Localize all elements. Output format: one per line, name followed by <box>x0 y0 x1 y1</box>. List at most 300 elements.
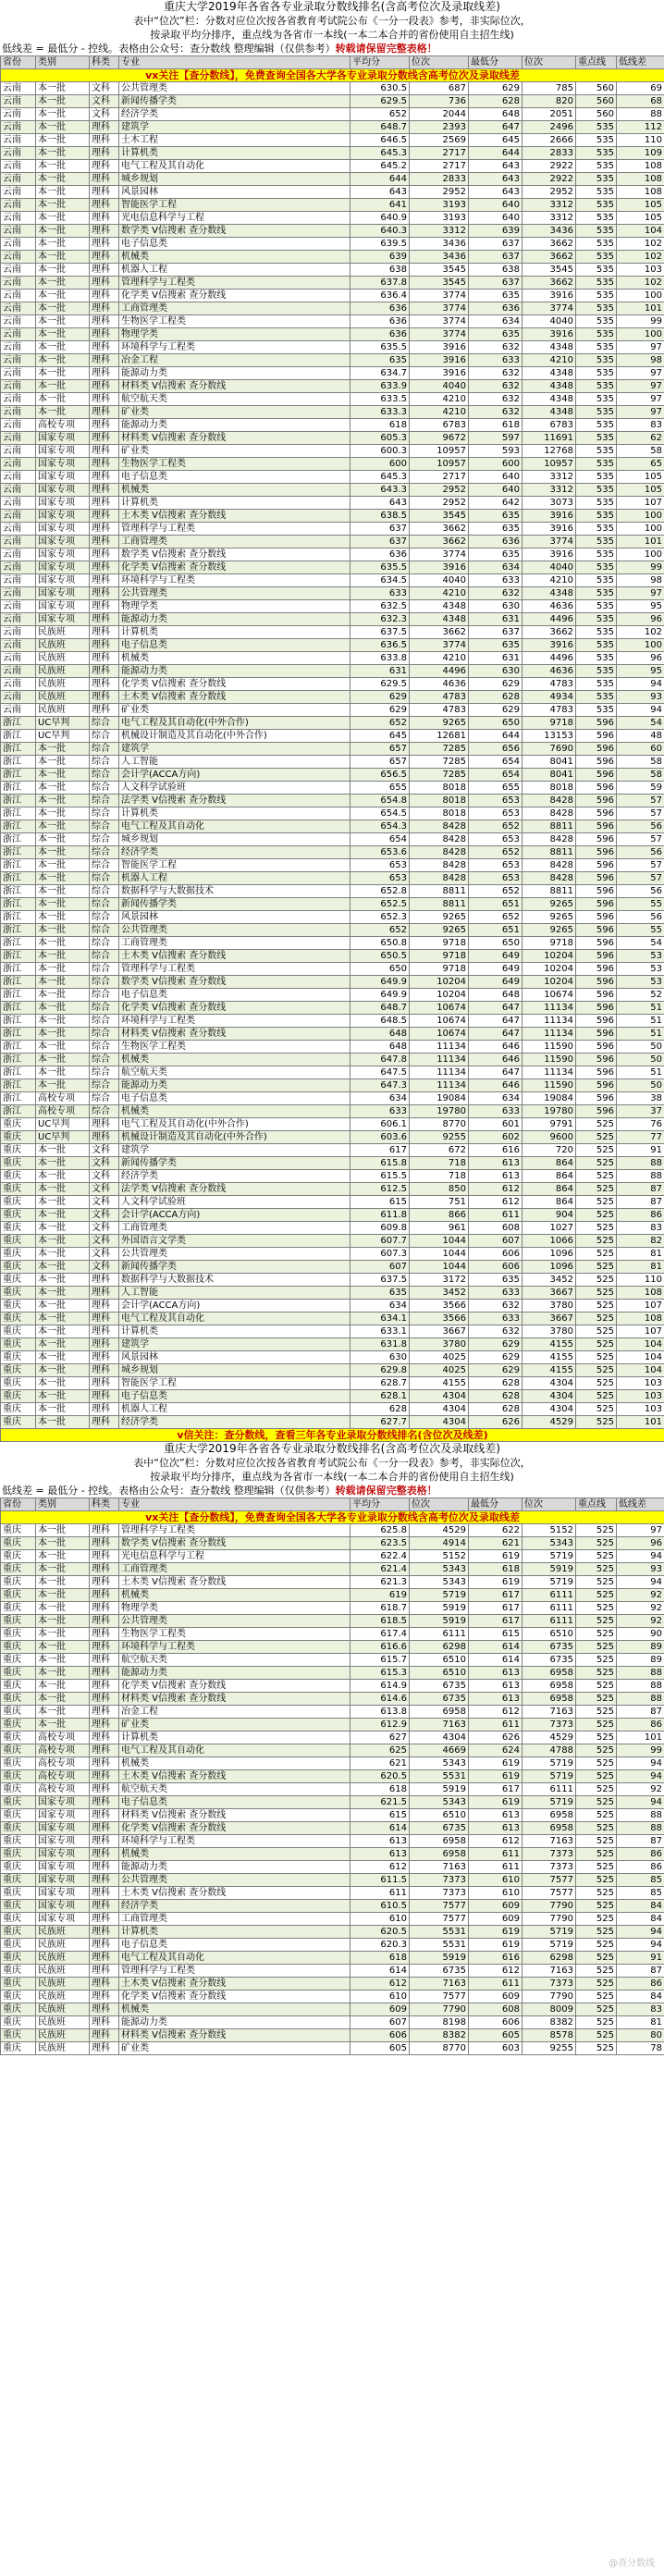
table-cell: 4788 <box>523 1744 576 1757</box>
table-cell: 86 <box>617 1209 664 1222</box>
table-cell: 5343 <box>523 1537 576 1550</box>
table-cell: 电子信息类 <box>119 1390 350 1403</box>
table-cell: 重庆 <box>1 1313 36 1325</box>
table-cell: 重庆 <box>1 1952 36 1965</box>
table-cell: 云南 <box>1 665 36 678</box>
table-cell: 4210 <box>523 574 576 587</box>
column-header: 最低分 <box>469 56 523 69</box>
table-cell: 国家专项 <box>36 561 90 574</box>
table-cell: 综合 <box>90 795 119 807</box>
table-cell: 云南 <box>1 315 36 328</box>
table-cell: 云南 <box>1 432 36 445</box>
table-cell: 637.8 <box>350 277 410 290</box>
table-cell: 综合 <box>90 717 119 730</box>
table-cell: 本一批 <box>36 264 90 277</box>
table-cell: 电子信息类 <box>119 639 350 652</box>
table-cell: 3916 <box>523 510 576 523</box>
table-cell: 综合 <box>90 807 119 820</box>
table-cell: 525 <box>576 1550 617 1563</box>
score-table <box>0 1498 664 2055</box>
table-row <box>1 536 664 548</box>
table-cell: 82 <box>617 1235 664 1248</box>
table-cell: 9265 <box>410 911 469 924</box>
table-cell: 本一批 <box>36 393 90 406</box>
table-cell: 生物医学工程类 <box>119 458 350 471</box>
table-cell: 本一批 <box>36 108 90 121</box>
table-cell: 643 <box>469 186 523 199</box>
table-cell: 重庆 <box>1 1338 36 1351</box>
table-cell: 本一批 <box>36 1641 90 1654</box>
table-cell: 6510 <box>410 1809 469 1822</box>
table-cell: 629.5 <box>350 95 410 108</box>
column-header: 省份 <box>1 1498 36 1511</box>
table-cell: 1096 <box>523 1248 576 1261</box>
table-cell: 云南 <box>1 354 36 367</box>
table-cell: 重庆 <box>1 1732 36 1744</box>
table-cell: 冶金工程 <box>119 1706 350 1719</box>
table-cell: 会计学(ACCA方向) <box>119 1209 350 1222</box>
table-cell: 645.3 <box>350 147 410 160</box>
table-cell: 机械类 <box>119 652 350 665</box>
table-cell: 92 <box>617 1602 664 1615</box>
table-cell: 83 <box>617 1222 664 1235</box>
table-cell: 云南 <box>1 536 36 548</box>
table-cell: 84 <box>617 1991 664 2003</box>
table-cell: 19780 <box>410 1105 469 1118</box>
table-cell: 综合 <box>90 898 119 911</box>
table-row <box>1 1041 664 1054</box>
table-cell: 650 <box>469 717 523 730</box>
table-cell: 理科 <box>90 1628 119 1641</box>
table-cell: 3662 <box>523 277 576 290</box>
table-cell: 8811 <box>523 885 576 898</box>
table-cell: 机械类 <box>119 251 350 264</box>
table-cell: 浙江 <box>1 1054 36 1066</box>
table-cell: 81 <box>617 2016 664 2029</box>
table-cell: 7163 <box>523 1706 576 1719</box>
table-cell: 4348 <box>523 341 576 354</box>
table-cell: 633 <box>350 587 410 600</box>
table-cell: 88 <box>617 1680 664 1693</box>
table-cell: 4348 <box>410 613 469 626</box>
table-cell: 高校专项 <box>36 1757 90 1770</box>
table-cell: 本一批 <box>36 950 90 963</box>
section-header <box>0 1442 664 1498</box>
table-cell: 理科 <box>90 302 119 315</box>
table-cell: 智能医学工程 <box>119 1377 350 1390</box>
table-row <box>1 652 664 665</box>
table-cell: 525 <box>576 1926 617 1939</box>
table-cell: 公共管理类 <box>119 1248 350 1261</box>
table-cell: 综合 <box>90 769 119 782</box>
column-header: 低线差 <box>617 56 664 69</box>
table-cell: 525 <box>576 1874 617 1887</box>
table-cell: 535 <box>576 341 617 354</box>
table-cell: 本一批 <box>36 820 90 833</box>
table-cell: 11590 <box>523 1079 576 1092</box>
legend-line <box>0 42 664 55</box>
table-row <box>1 548 664 561</box>
table-cell: 土木类 V信搜索 查分数线 <box>119 950 350 963</box>
table-cell: 理科 <box>90 1313 119 1325</box>
table-cell: 6111 <box>410 1628 469 1641</box>
table-cell: 电子信息类 <box>119 471 350 484</box>
table-cell: 3436 <box>410 238 469 251</box>
table-cell: 525 <box>576 1861 617 1874</box>
table-cell: 535 <box>576 536 617 548</box>
table-cell: 636 <box>469 536 523 548</box>
table-cell: 材料类 V信搜索 查分数线 <box>119 1028 350 1041</box>
table-cell: 文科 <box>90 1222 119 1235</box>
table-cell: 6958 <box>410 1706 469 1719</box>
table-cell: 文科 <box>90 1261 119 1274</box>
table-cell: 633.8 <box>350 652 410 665</box>
table-cell: 7163 <box>410 1978 469 1991</box>
table-cell: 化学类 V信搜索 查分数线 <box>119 678 350 691</box>
table-row <box>1 160 664 173</box>
table-cell: 639 <box>350 251 410 264</box>
table-cell: 理科 <box>90 1667 119 1680</box>
table-cell: 638 <box>469 264 523 277</box>
table-cell: 7577 <box>410 1900 469 1913</box>
table-cell: 652.3 <box>350 911 410 924</box>
table-cell: 化学类 V信搜索 查分数线 <box>119 1991 350 2003</box>
table-cell: 云南 <box>1 574 36 587</box>
table-cell: 本一批 <box>36 1416 90 1429</box>
table-cell: 7373 <box>523 1719 576 1732</box>
column-header: 科类 <box>90 56 119 69</box>
column-header: 类别 <box>36 1498 90 1511</box>
table-cell: 综合 <box>90 911 119 924</box>
table-cell: 理科 <box>90 290 119 302</box>
table-cell: 4348 <box>523 393 576 406</box>
table-cell: 596 <box>576 769 617 782</box>
table-cell: 本一批 <box>36 807 90 820</box>
table-cell: 本一批 <box>36 989 90 1002</box>
table-cell: 525 <box>576 1589 617 1602</box>
table-cell: 矿业类 <box>119 445 350 458</box>
table-cell: 628 <box>469 1403 523 1416</box>
legend-text: 低线差 = 最低分 - 控线。表格由公众号：查分数线 整理编辑（仅供参考） <box>2 1485 336 1497</box>
table-cell: 国家专项 <box>36 613 90 626</box>
table-cell: 88 <box>617 1667 664 1680</box>
table-cell: 人工智能 <box>119 756 350 769</box>
table-row <box>1 406 664 419</box>
table-row <box>1 820 664 833</box>
table-cell: 重庆 <box>1 1680 36 1693</box>
table-cell: 635 <box>469 548 523 561</box>
table-cell: 596 <box>576 963 617 976</box>
table-cell: 632 <box>469 393 523 406</box>
table-cell: 8018 <box>410 782 469 795</box>
table-cell: 94 <box>617 1550 664 1563</box>
table-cell: 633.3 <box>350 406 410 419</box>
table-cell: 重庆 <box>1 1416 36 1429</box>
table-cell: 重庆 <box>1 1978 36 1991</box>
table-cell: 19780 <box>523 1105 576 1118</box>
table-cell: 文科 <box>90 108 119 121</box>
table-cell: 619 <box>469 1926 523 1939</box>
table-cell: 110 <box>617 1274 664 1287</box>
table-cell: 11590 <box>523 1054 576 1066</box>
table-cell: 理科 <box>90 432 119 445</box>
table-cell: 4348 <box>410 600 469 613</box>
table-row <box>1 82 664 95</box>
table-cell: 重庆 <box>1 1913 36 1926</box>
table-cell: 理科 <box>90 419 119 432</box>
table-cell: 108 <box>617 186 664 199</box>
table-cell: 100 <box>617 548 664 561</box>
table-cell: 综合 <box>90 730 119 743</box>
table-cell: 云南 <box>1 704 36 717</box>
table-cell: 633 <box>469 354 523 367</box>
table-cell: 理科 <box>90 1550 119 1563</box>
table-row <box>1 691 664 704</box>
table-cell: 国家专项 <box>36 458 90 471</box>
table-cell: 608 <box>469 2003 523 2016</box>
table-cell: 535 <box>576 626 617 639</box>
table-cell: 611 <box>469 1861 523 1874</box>
table-cell: 525 <box>576 1131 617 1144</box>
table-row <box>1 574 664 587</box>
table-cell: 本一批 <box>36 1680 90 1693</box>
table-cell: 建筑学 <box>119 743 350 756</box>
table-cell: 104 <box>617 1338 664 1351</box>
table-row <box>1 1248 664 1261</box>
table-cell: 7790 <box>523 1991 576 2003</box>
table-cell: 重庆 <box>1 1861 36 1874</box>
table-cell: 重庆 <box>1 1744 36 1757</box>
table-cell: 本一批 <box>36 846 90 859</box>
table-cell: 经济学类 <box>119 1900 350 1913</box>
table-cell: 本一批 <box>36 1706 90 1719</box>
table-cell: 525 <box>576 1952 617 1965</box>
table-cell: 535 <box>576 561 617 574</box>
table-cell: 土木类 V信搜索 查分数线 <box>119 691 350 704</box>
table-cell: 652 <box>469 820 523 833</box>
table-cell: 本一批 <box>36 1351 90 1364</box>
table-cell: 8811 <box>523 820 576 833</box>
table-cell: 654.5 <box>350 807 410 820</box>
table-row <box>1 1576 664 1589</box>
table-cell: 108 <box>617 173 664 186</box>
table-cell: 645 <box>350 730 410 743</box>
table-cell: 613 <box>469 1157 523 1170</box>
table-cell: 材料类 V信搜索 查分数线 <box>119 380 350 393</box>
table-cell: 646 <box>469 1079 523 1092</box>
table-cell: 2922 <box>523 173 576 186</box>
table-cell: 浙江 <box>1 1079 36 1092</box>
table-cell: 108 <box>617 1287 664 1300</box>
table-cell: 620.3 <box>350 1939 410 1952</box>
column-header: 重点线 <box>576 1498 617 1511</box>
table-cell: 重庆 <box>1 1667 36 1680</box>
table-row <box>1 950 664 963</box>
table-cell: 596 <box>576 833 617 846</box>
table-cell: 能源动力类 <box>119 613 350 626</box>
table-cell: 综合 <box>90 1079 119 1092</box>
table-cell: 本一批 <box>36 1209 90 1222</box>
table-cell: 重庆 <box>1 1222 36 1235</box>
table-cell: 653 <box>350 872 410 885</box>
column-header: 省份 <box>1 56 36 69</box>
table-cell: 647 <box>469 1028 523 1041</box>
table-cell: 648 <box>469 108 523 121</box>
table-cell: 本一批 <box>36 82 90 95</box>
table-cell: 97 <box>617 367 664 380</box>
table-cell: 6111 <box>523 1615 576 1628</box>
table-cell: 5719 <box>523 1926 576 1939</box>
table-cell: 矿业类 <box>119 704 350 717</box>
table-cell: 重庆 <box>1 1274 36 1287</box>
column-header: 低线差 <box>617 1498 664 1511</box>
column-header: 位次 <box>523 56 576 69</box>
table-cell: 535 <box>576 497 617 510</box>
table-cell: 88 <box>617 108 664 121</box>
table-cell: 1066 <box>523 1235 576 1248</box>
table-cell: 云南 <box>1 186 36 199</box>
column-header-row <box>1 56 664 69</box>
table-row <box>1 484 664 497</box>
table-cell: 理科 <box>90 121 119 134</box>
table-cell: 重庆 <box>1 1576 36 1589</box>
table-cell: 浙江 <box>1 1015 36 1028</box>
table-cell: 100 <box>617 328 664 341</box>
table-row <box>1 756 664 769</box>
table-row <box>1 613 664 626</box>
table-cell: 理科 <box>90 613 119 626</box>
table-cell: 535 <box>576 315 617 328</box>
table-cell: 电子信息类 <box>119 1939 350 1952</box>
table-cell: 622.4 <box>350 1550 410 1563</box>
table-cell: 652 <box>350 108 410 121</box>
table-cell: 理科 <box>90 1757 119 1770</box>
table-cell: 618.7 <box>350 1602 410 1615</box>
table-cell: 4040 <box>523 315 576 328</box>
table-cell: 3774 <box>523 536 576 548</box>
table-cell: 重庆 <box>1 1390 36 1403</box>
table-cell: 云南 <box>1 393 36 406</box>
table-cell: 650 <box>469 937 523 950</box>
table-cell: 99 <box>617 561 664 574</box>
table-cell: 638.5 <box>350 510 410 523</box>
table-cell: 618 <box>469 419 523 432</box>
table-row <box>1 1377 664 1390</box>
table-row <box>1 1079 664 1092</box>
promo-banner-text: vx关注【查分数线】，免费查询全国各大学各专业录取分数线含高考位次及录取线差 <box>1 1511 664 1524</box>
table-cell: 计算机类 <box>119 807 350 820</box>
table-cell: 矿业类 <box>119 1719 350 1732</box>
table-cell: 能源动力类 <box>119 419 350 432</box>
table-cell: 云南 <box>1 652 36 665</box>
table-cell: 建筑学 <box>119 121 350 134</box>
table-cell: 631.8 <box>350 1338 410 1351</box>
table-cell: 综合 <box>90 1066 119 1079</box>
table-cell: 民族班 <box>36 1978 90 1991</box>
table-cell: 626 <box>469 1416 523 1429</box>
table-cell: 647.5 <box>350 1066 410 1079</box>
table-cell: 本一批 <box>36 937 90 950</box>
table-cell: 629 <box>469 82 523 95</box>
table-cell: 机械类 <box>119 1848 350 1861</box>
table-cell: 4783 <box>523 704 576 717</box>
table-cell: 89 <box>617 1654 664 1667</box>
table-cell: 11134 <box>523 1015 576 1028</box>
table-cell: 535 <box>576 302 617 315</box>
table-cell: 6510 <box>410 1654 469 1667</box>
table-cell: 615 <box>350 1809 410 1822</box>
table-cell: 13153 <box>523 730 576 743</box>
table-row <box>1 1848 664 1861</box>
table-cell: 632 <box>469 367 523 380</box>
table-row <box>1 833 664 846</box>
table-cell: 电气工程及其自动化 <box>119 160 350 173</box>
table-cell: 重庆 <box>1 1719 36 1732</box>
table-cell: 本一批 <box>36 1563 90 1576</box>
table-cell: 浙江 <box>1 898 36 911</box>
table-cell: 理科 <box>90 315 119 328</box>
table-cell: 本一批 <box>36 302 90 315</box>
table-cell: 635 <box>469 1274 523 1287</box>
table-row <box>1 302 664 315</box>
table-cell: 经济学类 <box>119 108 350 121</box>
table-cell: 10957 <box>410 445 469 458</box>
table-cell: 7577 <box>523 1874 576 1887</box>
table-cell: 理科 <box>90 510 119 523</box>
table-cell: 浙江 <box>1 743 36 756</box>
table-cell: 高校专项 <box>36 1770 90 1783</box>
table-cell: 5919 <box>410 1783 469 1796</box>
table-cell: 国家专项 <box>36 1861 90 1874</box>
table-cell: 672 <box>410 1144 469 1157</box>
table-row <box>1 1235 664 1248</box>
table-cell: 637.5 <box>350 1274 410 1287</box>
table-cell: 3916 <box>523 523 576 536</box>
table-cell: 616.6 <box>350 1641 410 1654</box>
table-cell: 理科 <box>90 328 119 341</box>
table-cell: 4348 <box>523 406 576 419</box>
table-cell: 535 <box>576 600 617 613</box>
table-cell: 国家专项 <box>36 587 90 600</box>
table-row <box>1 846 664 859</box>
table-row <box>1 1693 664 1706</box>
table-cell: 新闻传播学类 <box>119 1261 350 1274</box>
table-cell: 矿业类 <box>119 2042 350 2055</box>
table-cell: 7790 <box>523 1900 576 1913</box>
table-row <box>1 1874 664 1887</box>
table-cell: 10204 <box>410 989 469 1002</box>
table-cell: 88 <box>617 1693 664 1706</box>
table-cell: 高校专项 <box>36 1732 90 1744</box>
table-row <box>1 328 664 341</box>
table-cell: 电气工程及其自动化 <box>119 1313 350 1325</box>
table-cell: 重庆 <box>1 1822 36 1835</box>
table-cell: 629 <box>469 678 523 691</box>
table-cell: 3545 <box>410 510 469 523</box>
table-cell: 6735 <box>523 1654 576 1667</box>
table-cell: 596 <box>576 911 617 924</box>
table-cell: 4783 <box>523 678 576 691</box>
table-cell: 610 <box>350 1913 410 1926</box>
table-cell: 57 <box>617 795 664 807</box>
table-cell: 浙江 <box>1 820 36 833</box>
table-cell: 535 <box>576 186 617 199</box>
table-cell: 国家专项 <box>36 471 90 484</box>
table-cell: 3662 <box>410 536 469 548</box>
table-cell: 535 <box>576 173 617 186</box>
table-cell: 理科 <box>90 134 119 147</box>
table-cell: 612 <box>469 1706 523 1719</box>
